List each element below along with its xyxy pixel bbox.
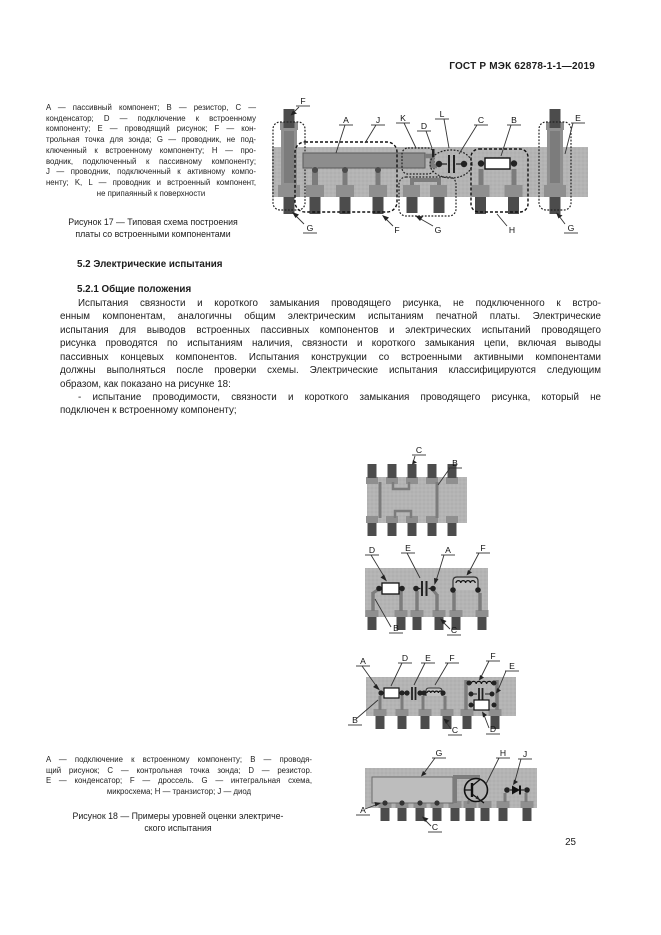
figure17-bottom-labels bbox=[292, 212, 578, 234]
fig18d3-label-d2: D bbox=[489, 724, 497, 734]
fig18d1-label-c: C bbox=[415, 445, 423, 455]
figure18-diagram-3-rlc-networks bbox=[338, 652, 566, 747]
figure17-pcb-cross-section-diagram bbox=[266, 92, 592, 234]
fig18d1-label-b: B bbox=[452, 458, 458, 468]
text-line: ненту; K, L — проводник и встроенный компонент, bbox=[46, 177, 256, 187]
fig17-label-f-top: F bbox=[300, 96, 306, 106]
fig17-label-e: E bbox=[575, 113, 581, 123]
fig18d4-label-g: G bbox=[435, 748, 443, 758]
fig18d3-label-e2: E bbox=[509, 661, 515, 671]
text-line: испытания для выводов встроенных пассивных компонентов и электрических испытаний проводящего bbox=[60, 324, 601, 336]
fig17-label-c: C bbox=[477, 115, 485, 125]
text-line: A — подключение к встроенному компоненту; B — проводя- bbox=[46, 755, 312, 764]
text-line: микросхема; H — транзистор; J — диод bbox=[106, 787, 252, 797]
figure17-legend bbox=[46, 103, 256, 199]
text-line: рисунка проводятся по испытаниям наличия, связности и короткого замыкания цепи, включая выводы bbox=[60, 338, 601, 350]
fig18d3-label-d: D bbox=[401, 653, 409, 663]
fig17-label-g-right: G bbox=[567, 223, 575, 233]
fig18d4-label-h: H bbox=[499, 748, 507, 758]
body-list-item bbox=[60, 391, 601, 418]
fig18d2-label-e: E bbox=[405, 543, 411, 553]
text-line: конденсатор; D — подключение к встроенному bbox=[46, 113, 256, 123]
body-paragraph bbox=[60, 297, 601, 391]
fig18d4-label-c: C bbox=[431, 822, 439, 832]
fig17-label-j: J bbox=[375, 115, 381, 125]
text-line: енным компонентам, аналогичны общим электрическим испытаниям печатной платы. Электрические bbox=[60, 311, 601, 323]
text-line: ского испытания bbox=[144, 823, 212, 834]
fig17-label-f-bottom: F bbox=[394, 225, 400, 234]
figure18-legend bbox=[46, 755, 312, 798]
fig17-label-b: B bbox=[511, 115, 517, 125]
page-number: 25 bbox=[565, 837, 576, 848]
fig18d2-label-f: F bbox=[480, 543, 486, 553]
page-header: ГОСТ Р МЭК 62878-1-1—2019 bbox=[449, 61, 595, 72]
fig17-label-l: L bbox=[439, 109, 445, 119]
figure18-caption bbox=[52, 810, 304, 835]
figure18-diagram-4-active bbox=[353, 748, 588, 840]
fig18d2-label-a: A bbox=[445, 545, 451, 555]
fig18d4-label-j: J bbox=[522, 749, 528, 759]
fig17-label-g-left: G bbox=[306, 223, 314, 233]
text-line: щий рисунок; C — контрольная точка зонда; D — резистор. bbox=[46, 765, 312, 775]
heading-5-2-1: 5.2.1 Общие положения bbox=[77, 284, 192, 295]
fig18d3-label-c: C bbox=[451, 725, 459, 735]
fig18d2-label-b: B bbox=[393, 623, 399, 633]
figure17-caption bbox=[50, 216, 256, 241]
text-line: компоненту; E — проводящий рисунок; F — кон- bbox=[46, 124, 256, 134]
text-line: должны выполняться после проверки схемы. Электрические испытания классифицируются следующим bbox=[60, 365, 601, 377]
text-line: - испытание проводимости, связности и короткого замыкания проводящего рисунка, который не bbox=[78, 392, 601, 403]
text-line: Рисунок 18 — Примеры уровней оценки электриче- bbox=[72, 811, 284, 821]
fig17-label-g-mid: G bbox=[434, 225, 442, 234]
fig18d2-label-d: D bbox=[368, 545, 376, 555]
fig18d3-label-f2: F bbox=[490, 652, 496, 661]
fig17-label-a: A bbox=[343, 115, 349, 125]
figure18-diagram-1-bare-pattern bbox=[355, 443, 530, 538]
figure18-diagram-2-rlc bbox=[340, 543, 540, 643]
text-line: A — пассивный компонент; B — резистор, C — bbox=[46, 103, 256, 112]
fig18d3-label-b: B bbox=[352, 715, 358, 725]
text-line: пассивных концевых компонентов. Испытания конструкции со встроенными активными компонентами bbox=[60, 351, 601, 363]
fig18d2-label-c: C bbox=[450, 625, 458, 635]
text-line: ключенный к встроенному компоненту; H — про- bbox=[46, 145, 256, 155]
text-line: платы со встроенными компонентами bbox=[75, 229, 231, 240]
fig17-label-d: D bbox=[420, 121, 428, 131]
fig18d3-label-e: E bbox=[425, 653, 431, 663]
heading-5-2: 5.2 Электрические испытания bbox=[77, 259, 223, 270]
text-line: водник, подключенный к пассивному компоненту; bbox=[46, 156, 256, 166]
text-line: не припаянный к поверхности bbox=[96, 188, 206, 198]
fig18d3-label-f: F bbox=[449, 653, 455, 663]
integrated-circuit bbox=[372, 777, 453, 806]
text-line: образом, как показано на рисунке 18: bbox=[60, 378, 231, 390]
text-line: Рисунок 17 — Типовая схема построения bbox=[68, 217, 238, 227]
fig18d3-label-a: A bbox=[360, 656, 366, 666]
text-line: подключен к встроенному компоненту; bbox=[60, 405, 237, 417]
text-line: J — проводник, подключенный к активному компо- bbox=[46, 167, 256, 177]
fig17-label-h: H bbox=[508, 225, 516, 234]
text-line: Испытания связности и короткого замыкания проводящего рисунка, не подключенного к встро- bbox=[78, 298, 601, 309]
fig17-label-k: K bbox=[400, 113, 406, 123]
text-line: трольная точка для зонда; G — проводник, не под- bbox=[46, 135, 256, 145]
fig18d4-label-a: A bbox=[360, 805, 366, 815]
text-line: E — конденсатор; F — дроссель. G — интегральная схема, bbox=[46, 776, 312, 786]
